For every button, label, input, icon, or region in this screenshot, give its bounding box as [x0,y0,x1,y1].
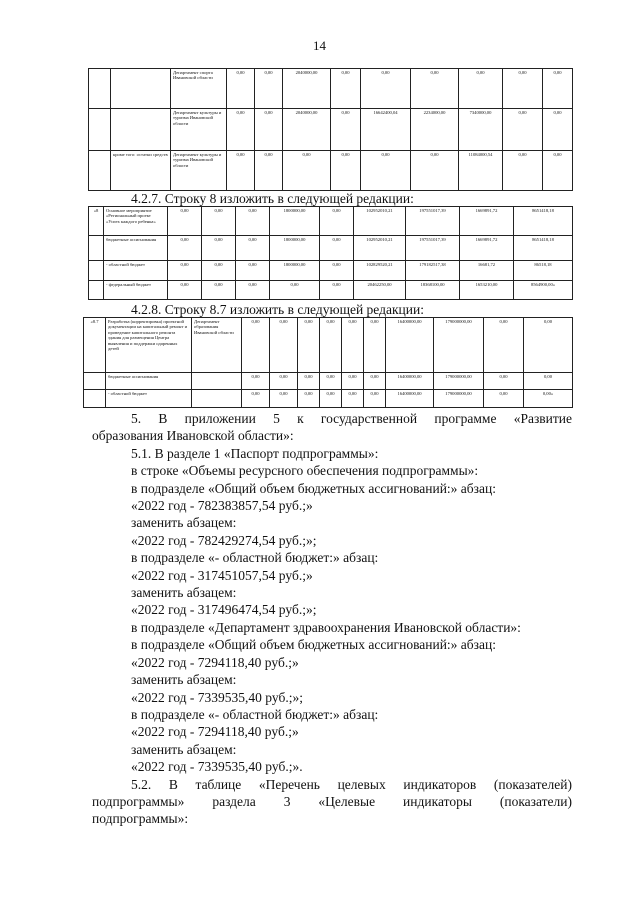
table-cell: 1653210,00 [460,281,514,300]
table-cell: - областной бюджет [106,390,192,408]
table-cell: 0,00 [270,373,298,390]
table-cell: 86518,18 [514,261,573,281]
table-cell: 0,00 [524,318,573,373]
paragraph: в подразделе «Департамент здравоохранения Ивановской области»: [131,619,521,635]
table-cell: Разработка (корректировка) проектной документации на капитальный ремонт и проведение капитального ремонта здания для размещения Центра выявления и поддержки одаренных детей [106,318,192,373]
table-cell: 0,00 [168,281,202,300]
paragraph: в подразделе «- областной бюджет:» абзац: [131,550,379,566]
table-cell: 0,00 [484,390,524,408]
table-cell: 8651418,18 [514,207,573,236]
paragraph: «2022 год - 7339535,40 руб.;». [131,759,303,775]
table-cell: 102952010,21 [354,236,406,261]
table-row [89,281,573,300]
table-cell: 0,00» [524,390,573,408]
table-cell: 197551017,39 [406,207,460,236]
table-cell: 16400000,00 [386,373,434,390]
table-cell: 0,00 [202,261,236,281]
table-cell: 0,00 [320,281,354,300]
paragraph: образования Ивановской области»: [92,428,294,444]
section-caption-row-8: 4.2.7. Строку 8 изложить в следующей редакции: [131,191,414,206]
table-cell [84,390,106,408]
table-cell: Департамент культуры и туризма Ивановской области [171,151,227,191]
table-cell: 0,00 [227,151,255,191]
table-cell: 197551017,39 [406,236,460,261]
paragraph: 5.1. В разделе 1 «Паспорт подпрограммы»: [131,445,379,461]
table-cell [192,373,242,390]
table-cell: 0,00 [283,151,331,191]
paragraph: «2022 год - 317451057,54 руб.;» [131,567,313,583]
table-cell: 0,00 [320,236,354,261]
table-cell: Департамент образования Ивановской области [192,318,242,373]
table-cell: 0,00 [202,281,236,300]
table-cell: 8564900,00» [514,281,573,300]
table-cell: 1669891,72 [460,236,514,261]
table-cell: 0,00 [270,390,298,408]
paragraph: «2022 год - 7339535,40 руб.;»; [131,689,303,705]
table-cell: 0,00 [255,109,283,151]
table-cell: 0,00 [320,373,342,390]
table-cell: «8 [89,207,104,236]
table-cell: 0,00 [168,207,202,236]
table-cell: 0,00 [255,151,283,191]
table-cell: 18368100,00 [406,281,460,300]
table-row [84,318,573,373]
table-row [89,109,573,151]
amendment-table-row-8-7 [83,317,573,408]
table-cell: 0,00 [503,151,543,191]
table-cell: 179000000,00 [434,318,484,373]
table-cell [89,69,111,109]
amendment-table-row-8 [88,206,573,300]
paragraph: в подразделе «- областной бюджет:» абзац: [131,706,379,722]
table-cell: 0,00 [342,390,364,408]
table-cell: 0,00 [543,69,573,109]
table-cell [89,109,111,151]
table-cell: 0,00 [331,151,361,191]
table-cell: 179000000,00 [434,390,484,408]
table-cell: «8.7 [84,318,106,373]
table-cell: Департамент культуры и туризма Ивановской области [171,109,227,151]
table-cell: 0,00 [168,261,202,281]
paragraph: «2022 год - 7294118,40 руб.;» [131,654,299,670]
table-cell: 0,00 [202,207,236,236]
table-cell: бюджетные ассигнования [106,373,192,390]
table-cell: 0,00 [270,281,320,300]
table-cell: 0,00 [364,318,386,373]
table-cell: 0,00 [364,390,386,408]
paragraph: подпрограммы»: [92,811,189,827]
paragraph: подпрограммы» раздела 3 «Целевые индикаторы (показатели) [92,793,572,809]
table-cell: - областной бюджет [104,261,168,281]
table-cell: 0,00 [270,318,298,373]
paragraph: «2022 год - 782429274,54 руб.;»; [131,532,317,548]
table-cell: 11084000,54 [459,151,503,191]
table-cell: 0,00 [484,373,524,390]
table-cell: 0,00 [242,390,270,408]
paragraph: заменить абзацем: [131,515,237,531]
section-caption-row-8-7: 4.2.8. Строку 8.7 изложить в следующей редакции: [131,302,424,317]
table-cell: Основное мероприятие «Региональный проект «Успех каждого ребенка» [104,207,168,236]
table-cell: 0,00 [242,318,270,373]
paragraph: 5. В приложении 5 к государственной программе «Развитие [131,411,572,426]
table-cell [89,236,104,261]
page-number: 14 [313,38,326,53]
paragraph: заменить абзацем: [131,672,237,688]
table-cell: 0,00 [298,390,320,408]
table-cell [89,281,104,300]
paragraph: заменить абзацем: [131,741,237,757]
table-row [89,69,573,109]
table-cell [192,390,242,408]
table-cell: 0,00 [236,207,270,236]
table-cell: 0,00 [227,109,255,151]
table-cell: 0,00 [236,281,270,300]
table-cell: 0,00 [255,69,283,109]
table-cell [111,69,171,109]
table-row [84,390,573,408]
table-cell: 7340000,00 [459,109,503,151]
table-cell: 0,00 [459,69,503,109]
table-cell: 2040000,00 [283,69,331,109]
table-cell: 0,00 [484,318,524,373]
table-cell: 102829520,21 [354,261,406,281]
table-cell: 0,00 [361,69,411,109]
table-cell: 2234000,00 [411,109,459,151]
table-cell: 0,00 [524,373,573,390]
table-cell: 0,00 [331,69,361,109]
table-cell: кроме того: остатки средств [111,151,171,191]
paragraph: «2022 год - 317496474,54 руб.;»; [131,602,317,618]
table-row [89,207,573,236]
table-cell: 0,00 [320,261,354,281]
table-cell: 0,00 [236,236,270,261]
table-cell: 0,00 [543,109,573,151]
table-cell: 0,00 [236,261,270,281]
table-cell: 0,00 [411,151,459,191]
table-row [89,236,573,261]
table-cell: 0,00 [331,109,361,151]
table-cell: 16642400,04 [361,109,411,151]
table-cell: 0,00 [298,318,320,373]
table-row [89,261,573,281]
table-cell: 0,00 [411,69,459,109]
table-row [84,373,573,390]
amendment-table-continued [88,68,573,191]
paragraph: в строке «Объемы ресурсного обеспечения подпрограммы»: [131,463,479,479]
table-cell: Департамент спорта Ивановской области [171,69,227,109]
table-cell: 1800000,00 [270,236,320,261]
table-cell: 0,00 [364,373,386,390]
table-cell: 0,00 [543,151,573,191]
table-cell: - федеральный бюджет [104,281,168,300]
table-cell: 0,00 [320,207,354,236]
table-cell: 179000000,00 [434,373,484,390]
table-cell: 0,00 [320,318,342,373]
table-cell [89,151,111,191]
table-cell [111,109,171,151]
table-cell: 0,00 [168,236,202,261]
table-cell: бюджетные ассигнования [104,236,168,261]
table-cell: 0,00 [227,69,255,109]
table-cell: 0,00 [503,109,543,151]
table-cell: 16400000,00 [386,318,434,373]
table-cell: 0,00 [242,373,270,390]
document-body-text [92,410,572,828]
paragraph: «2022 год - 7294118,40 руб.;» [131,724,299,740]
paragraph: 5.2. В таблице «Перечень целевых индикаторов (показателей) [131,776,572,792]
table-cell: 8651418,18 [514,236,573,261]
table-row [89,151,573,191]
table-cell: 0,00 [320,390,342,408]
paragraph: в подразделе «Общий объем бюджетных ассигнований:» абзац: [131,480,496,496]
table-cell: 102952010,21 [354,207,406,236]
table-cell: 179182517,38 [406,261,460,281]
table-cell: 0,00 [202,236,236,261]
paragraph: «2022 год - 782383857,54 руб.;» [131,498,313,514]
paragraph: в подразделе «Общий объем бюджетных ассигнований:» абзац: [131,637,496,653]
table-cell: 1800000,00 [270,261,320,281]
table-cell: 16681,72 [460,261,514,281]
table-cell: 1800000,00 [270,207,320,236]
paragraph: заменить абзацем: [131,585,237,601]
table-cell: 16400000,00 [386,390,434,408]
table-cell: 1669891,72 [460,207,514,236]
table-cell: 0,00 [342,373,364,390]
table-cell: 20462250,00 [354,281,406,300]
table-cell: 2040000,00 [283,109,331,151]
table-cell: 0,00 [342,318,364,373]
table-cell: 0,00 [361,151,411,191]
table-cell [84,373,106,390]
table-cell: 0,00 [503,69,543,109]
table-cell: 0,00 [298,373,320,390]
table-cell [89,261,104,281]
